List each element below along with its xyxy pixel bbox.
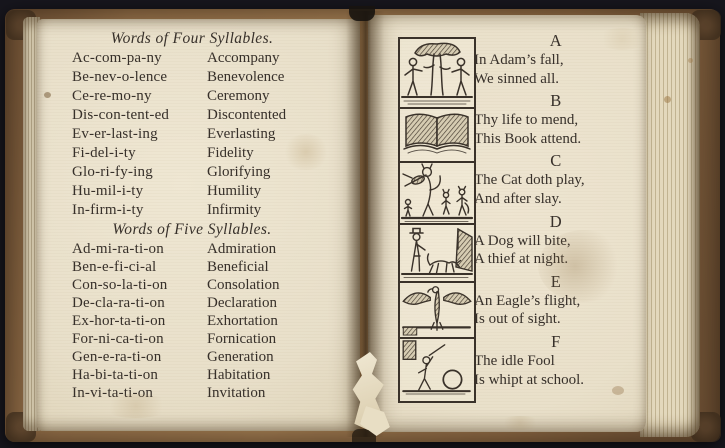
word-row	[72, 348, 346, 366]
woodcut-column	[398, 37, 476, 403]
whole-word: Accompany	[207, 50, 280, 66]
syllabified-word: Ad-mi-ra-ti-on	[72, 241, 164, 257]
whole-word: Admiration	[207, 241, 277, 257]
rhyme-line: A Dog will bite,	[474, 232, 571, 249]
page-edges-right	[640, 13, 700, 437]
whole-word: Glorifying	[207, 164, 271, 180]
rhyme-line: And after slay.	[474, 190, 562, 207]
alphabet-letter: B	[550, 91, 562, 111]
syllabified-word: De-cla-ra-ti-on	[72, 295, 165, 311]
alphabet-letter: F	[551, 331, 561, 351]
whole-word: Fidelity	[207, 145, 254, 161]
eagle-woodcut	[400, 281, 474, 337]
whole-word: Infirmity	[207, 202, 262, 218]
word-row	[72, 163, 346, 182]
whole-word: Habitation	[207, 367, 271, 383]
whole-word: Discontented	[207, 107, 287, 123]
alphabet-letter: D	[549, 211, 563, 231]
syllabified-word: Ex-hor-ta-ti-on	[72, 313, 166, 329]
alphabet-entry	[474, 212, 638, 269]
four-syllables-rows	[72, 49, 346, 220]
rhyme-line: We sinned all.	[474, 70, 560, 87]
alphabet-letter: C	[550, 151, 562, 171]
word-row	[72, 294, 346, 312]
rhyme-line: An Eagle’s flight,	[474, 292, 581, 309]
alphabet-entry	[474, 31, 638, 88]
alphabet-rhymes	[474, 31, 638, 392]
rhyme-line: Thy life to mend,	[474, 112, 579, 129]
whole-word: Everlasting	[207, 126, 276, 142]
syllabified-word: Glo-ri-fy-ing	[72, 164, 153, 180]
left-page-content	[37, 19, 360, 402]
adam-and-eve-woodcut	[400, 39, 474, 107]
adam-and-eve-illustration	[400, 39, 474, 107]
syllabified-word: In-vi-ta-ti-on	[72, 385, 154, 401]
whole-word: Ceremony	[207, 88, 270, 104]
word-row	[72, 182, 346, 201]
whole-word: Beneficial	[207, 259, 269, 275]
syllabified-word: Con-so-la-ti-on	[72, 277, 168, 293]
syllabified-word: Gen-e-ra-ti-on	[72, 349, 162, 365]
whole-word: Exhortation	[207, 313, 278, 329]
dog-and-thief-woodcut	[400, 223, 474, 281]
word-row	[72, 49, 346, 68]
syllabified-word: Ce-re-mo-ny	[72, 88, 152, 104]
section-title: Words of Four Syllables.	[110, 30, 274, 47]
right-page	[368, 15, 646, 432]
word-row	[72, 366, 346, 384]
five-syllables-rows	[72, 240, 346, 402]
whole-word: Fornication	[207, 331, 277, 347]
left-page	[37, 19, 360, 431]
word-row	[72, 106, 346, 125]
fool-and-hoop-woodcut	[400, 337, 474, 395]
alphabet-entry	[474, 332, 638, 389]
dog-and-thief-illustration	[400, 225, 474, 281]
word-row	[72, 144, 346, 163]
word-row	[72, 240, 346, 258]
word-row	[72, 68, 346, 87]
four-syllables-section	[72, 29, 346, 220]
open-book-woodcut	[400, 107, 474, 161]
alphabet-letter: A	[549, 31, 563, 50]
rhyme-line: Is whipt at school.	[474, 371, 584, 388]
spine-gap-top	[349, 6, 375, 21]
whole-word: Consolation	[207, 277, 280, 293]
alphabet-entry	[474, 91, 638, 148]
open-book-illustration	[400, 109, 474, 161]
cat-and-fiddle-illustration	[400, 163, 474, 223]
syllabified-word: Ha-bi-ta-ti-on	[72, 367, 159, 383]
word-row	[72, 201, 346, 220]
word-row	[72, 87, 346, 106]
syllabified-word: Ev-er-last-ing	[72, 126, 158, 142]
syllabified-word: In-firm-i-ty	[72, 202, 144, 218]
eagle-illustration	[400, 283, 474, 337]
word-row	[72, 312, 346, 330]
syllabified-word: Hu-mil-i-ty	[72, 183, 144, 199]
rhyme-line: Is out of sight.	[474, 311, 561, 328]
fool-and-hoop-illustration	[400, 339, 474, 395]
whole-word: Humility	[207, 183, 262, 199]
syllabified-word: Dis-con-tent-ed	[72, 107, 170, 123]
syllabified-word: Ben-e-fi-ci-al	[72, 259, 157, 275]
word-row	[72, 258, 346, 276]
alphabet-entry	[474, 272, 638, 329]
rhyme-line: This Book attend.	[474, 130, 582, 147]
rhyme-line: A thief at night.	[474, 251, 569, 268]
word-row	[72, 330, 346, 348]
rhyme-line: The Cat doth play,	[474, 172, 585, 189]
syllabified-word: Be-nev-o-lence	[72, 69, 168, 85]
syllabified-word: Fi-del-i-ty	[72, 145, 136, 161]
rhyme-line: The idle Fool	[474, 352, 555, 369]
section-title: Words of Five Syllables.	[112, 221, 272, 238]
syllabified-word: For-ni-ca-ti-on	[72, 331, 164, 347]
word-row	[72, 276, 346, 294]
syllabified-word: Ac-com-pa-ny	[72, 50, 162, 66]
whole-word: Invitation	[207, 385, 266, 401]
whole-word: Generation	[207, 349, 274, 365]
alphabet-letter: E	[550, 271, 562, 291]
whole-word: Declaration	[207, 295, 277, 311]
word-row	[72, 384, 346, 402]
cat-and-fiddle-woodcut	[400, 161, 474, 223]
whole-word: Benevolence	[207, 69, 285, 85]
five-syllables-section	[72, 220, 346, 402]
rhyme-line: In Adam’s fall,	[474, 52, 564, 68]
alphabet-entry	[474, 151, 638, 208]
word-row	[72, 125, 346, 144]
